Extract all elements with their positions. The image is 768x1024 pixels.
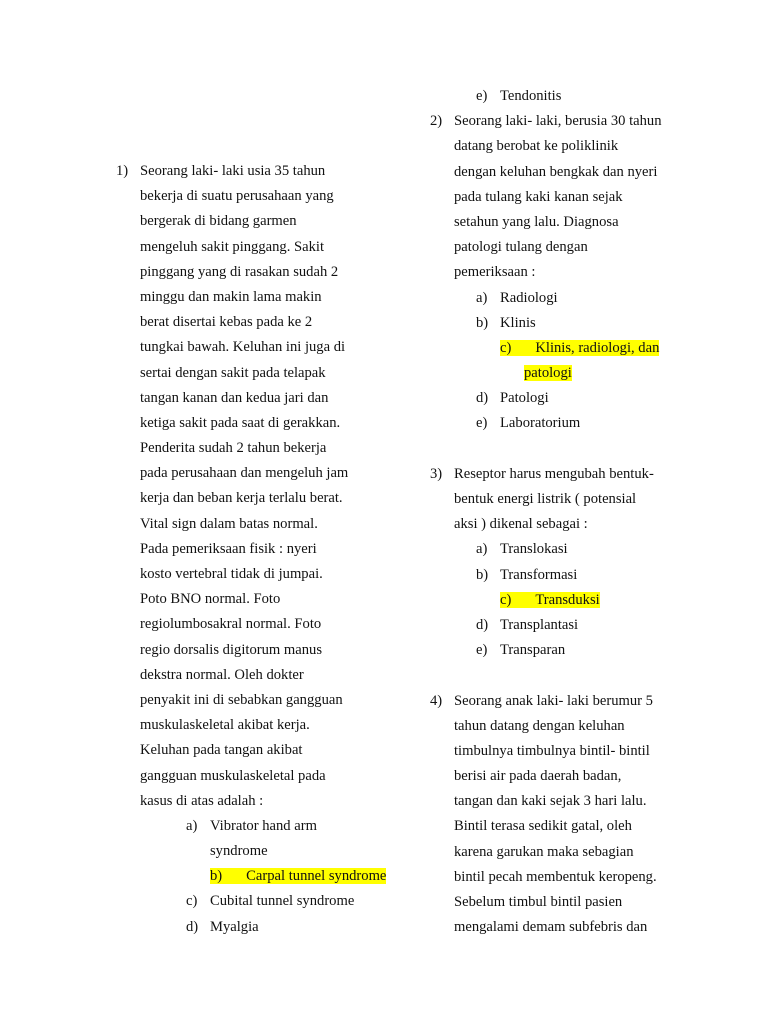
left-column xyxy=(116,159,406,940)
question-text-line: pada tulang kaki kanan sejak xyxy=(454,188,623,205)
question-text-line: patologi tulang dengan xyxy=(454,239,588,256)
option-b xyxy=(476,563,730,588)
option-text: Transduksi xyxy=(535,591,600,608)
question-text-line: tungkai bawah. Keluhan ini juga di xyxy=(140,339,346,356)
question-text-line: berisi air pada daerah badan, xyxy=(454,768,622,785)
question-text-line: Bintil terasa sedikit gatal, oleh xyxy=(454,818,632,835)
option-letter: a) xyxy=(186,817,198,834)
option-text: Klinis xyxy=(500,314,536,331)
question-text-line: bintil pecah membentuk keropeng. xyxy=(454,868,657,885)
question-text-line: Vital sign dalam batas normal. xyxy=(140,515,318,532)
question-text-line: tahun datang dengan keluhan xyxy=(454,717,625,734)
option-letter: e) xyxy=(476,415,488,432)
question-text-line: bekerja di suatu perusahaan yang xyxy=(140,188,334,205)
question-text-line: ketiga sakit pada saat di gerakkan. xyxy=(140,414,341,431)
option-letter: b) xyxy=(476,314,489,331)
question-text-line: Seorang anak laki- laki berumur 5 xyxy=(454,692,653,709)
question-text-line: Sebelum timbul bintil pasien xyxy=(454,894,623,910)
option-b-correct xyxy=(186,864,406,889)
option-c-correct xyxy=(476,588,730,613)
highlighted-answer: patologi xyxy=(524,365,572,382)
option-letter: d) xyxy=(476,390,489,407)
question-text-line: dekstra normal. Oleh dokter xyxy=(140,666,304,683)
question-text-line: mengeluh sakit pinggang. Sakit xyxy=(140,238,325,255)
question-text-line: kasus di atas adalah : xyxy=(140,792,264,809)
question-text-line: Pada pemeriksaan fisik : nyeri xyxy=(140,540,317,557)
question-text-line: tangan kanan dan kedua jari dan xyxy=(140,389,329,406)
question-text-line: karena garukan maka sebagian xyxy=(454,843,634,860)
question-text-line: regiolumbosakral normal. Foto xyxy=(140,616,322,633)
option-letter: c) xyxy=(500,339,512,356)
question-text-line: gangguan muskulaskeletal pada xyxy=(140,767,326,784)
option-d xyxy=(186,915,406,940)
answer-options xyxy=(476,537,730,663)
option-text: syndrome xyxy=(210,843,268,860)
option-letter: b) xyxy=(210,868,223,885)
option-text: Radiologi xyxy=(500,289,558,306)
spacer xyxy=(430,437,730,462)
option-letter: e) xyxy=(476,642,488,659)
answer-options xyxy=(476,286,730,437)
option-letter: a) xyxy=(476,289,488,306)
option-letter: e) xyxy=(476,88,488,104)
option-d xyxy=(476,386,730,411)
question-number: 2) xyxy=(430,113,443,130)
option-text: Patologi xyxy=(500,390,549,407)
option-letter: d) xyxy=(476,616,489,633)
question-text-line: Penderita sudah 2 tahun bekerja xyxy=(140,440,327,457)
highlighted-answer xyxy=(210,868,386,884)
right-column xyxy=(430,84,730,940)
option-a xyxy=(186,814,406,864)
option-b xyxy=(476,311,730,336)
option-e xyxy=(476,411,730,436)
option-text: Vibrator hand arm xyxy=(210,817,317,834)
question-1 xyxy=(116,159,406,940)
option-text: Myalgia xyxy=(210,918,259,935)
question-2 xyxy=(430,109,730,436)
answer-options xyxy=(186,814,406,940)
question-text-line: kosto vertebral tidak di jumpai. xyxy=(140,566,323,582)
option-text: Cubital tunnel syndrome xyxy=(210,893,355,910)
question-text-line: dengan keluhan bengkak dan nyeri xyxy=(454,163,658,180)
highlighted-answer xyxy=(500,592,600,608)
question-4 xyxy=(430,689,730,941)
option-text: Laboratorium xyxy=(500,415,581,432)
question-text-line: timbulnya timbulnya bintil- bintil xyxy=(454,742,650,759)
option-letter: c) xyxy=(186,893,198,910)
question-text-line: Seorang laki- laki, berusia 30 tahun xyxy=(454,113,662,130)
question-3 xyxy=(430,462,730,664)
option-letter: a) xyxy=(476,541,488,558)
option-text: Klinis, radiologi, dan xyxy=(535,339,660,356)
question-text-line: aksi ) dikenal sebagai : xyxy=(454,516,588,533)
option-letter: c) xyxy=(500,591,512,608)
option-text: Transformasi xyxy=(500,566,578,583)
option-text: Carpal tunnel syndrome xyxy=(246,868,387,885)
question-text-line: berat disertai kebas pada ke 2 xyxy=(140,314,313,331)
option-text: Tendonitis xyxy=(500,88,562,104)
option-text: Translokasi xyxy=(500,541,568,558)
option-d xyxy=(476,613,730,638)
question-text-line: bentuk energi listrik ( potensial xyxy=(454,491,637,507)
question-text-line: bergerak di bidang garmen xyxy=(140,213,297,230)
answer-options-continued xyxy=(476,84,730,109)
option-e xyxy=(476,84,730,109)
question-text-line: kerja dan beban kerja terlalu berat. xyxy=(140,490,343,507)
question-text-line: Keluhan pada tangan akibat xyxy=(140,742,303,759)
question-text-line: muskulaskeletal akibat kerja. xyxy=(140,717,310,734)
option-a xyxy=(476,537,730,562)
question-text-line: setahun yang lalu. Diagnosa xyxy=(454,213,619,230)
question-text-line: Poto BNO normal. Foto xyxy=(140,591,281,608)
question-text-line: Seorang laki- laki usia 35 tahun xyxy=(140,163,326,179)
question-text-line: mengalami demam subfebris dan xyxy=(454,919,648,936)
option-letter: b) xyxy=(476,566,489,583)
question-text-line: sertai dengan sakit pada telapak xyxy=(140,364,326,381)
question-text-line: penyakit ini di sebabkan gangguan xyxy=(140,691,343,708)
spacer xyxy=(430,663,730,688)
question-text-line: tangan dan kaki sejak 3 hari lalu. xyxy=(454,793,647,810)
option-text: Transplantasi xyxy=(500,616,579,633)
question-text-line: minggu dan makin lama makin xyxy=(140,288,322,305)
option-a xyxy=(476,286,730,311)
question-number: 3) xyxy=(430,465,443,482)
option-e xyxy=(476,638,730,663)
question-number: 4) xyxy=(430,692,443,709)
question-text-line: pinggang yang di rasakan sudah 2 xyxy=(140,263,339,280)
question-number: 1) xyxy=(116,163,129,179)
question-text-line: Reseptor harus mengubah bentuk- xyxy=(454,465,654,482)
option-text: Transparan xyxy=(500,642,566,659)
option-letter: d) xyxy=(186,918,199,935)
question-text-line: regio dorsalis digitorum manus xyxy=(140,641,322,658)
question-text-line: pada perusahaan dan mengeluh jam xyxy=(140,465,349,482)
question-text-line: pemeriksaan : xyxy=(454,264,536,281)
highlighted-answer xyxy=(500,340,659,356)
option-c-correct xyxy=(476,336,730,386)
question-text-line: datang berobat ke poliklinik xyxy=(454,138,619,155)
option-c xyxy=(186,889,406,914)
